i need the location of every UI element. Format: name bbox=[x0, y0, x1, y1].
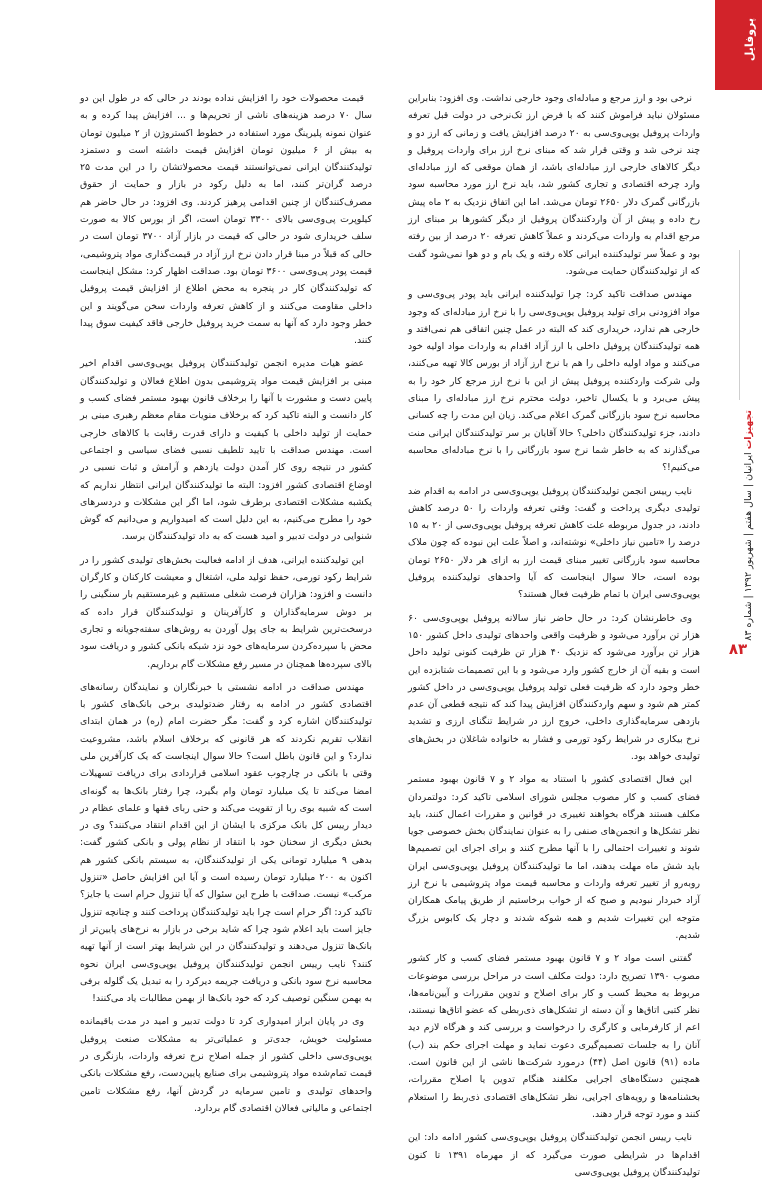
paragraph: وی در پایان ابراز امیدواری کرد تا دولت تدبیر و امید در مدت باقیمانده مسئولیت خویش، جدی‌تر و عملیاتی‌تر به مشکلات صنعت پروفیل یوپی‌وی‌سی داخلی کشور از جمله اصلاح نرخ تعرفه واردات، بازنگری در قیمت تمام‌شده مواد پتروشیمی برای صنایع پایین‌دست، رفع مشکلات بانکی واحدهای تولیدی و تامین سرمایه در گردش آنها، رفع مشکلات تامین اجتماعی و مالیاتی فعالان اقتصادی گام بردارد. bbox=[80, 1016, 372, 1114]
paragraph: وی خاطرنشان کرد: در حال حاضر نیاز سالانه پروفیل یوپی‌وی‌سی ۶۰ هزار تن برآورد می‌شود و ظرفیت واقعی واحدهای تولیدی داخل کشور ۱۵۰ هزار تن برآورد می‌شود که نزدیک ۴۰ هزار تن ظرفیت کنونی تولید داخل است و بقیه آن از خارج کشور وارد می‌شود و با این تصمیمات شتابزده این خطر وجود دارد که ظرفیت فعلی تولید پروفیل یوپی‌وی‌سی در داخل کشور کمتر هم شود و سهم واردکنندگان افزایش پیدا کند که نتیجه قطعی آن عدم بازدهی سرمایه‌گذاری داخلی، خروج ارز در شرایط تنگنای ارزی و تشدید نرخ بیکاری در شرایط رکود تورمی و فشار به خانواده شاغلان در بخش‌های تولیدی خواهد بود. bbox=[408, 612, 700, 762]
paragraph: قیمت محصولات خود را افزایش نداده بودند در حالی که در طول این دو سال ۷۰ درصد هزینه‌های ناشی از تحریم‌ها و ... افزایش پیدا کرده و به عنوان نمونه پلیرینگ مورد استفاده در خطوط اکستروژن از ۲ میلیون تومان به بیش از ۶ میلیون تومان افزایش قیمت داشته است و دستمزد تولیدکنندگان ایرانی نمی‌توانستند قیمت محصولاتشان را در این مدت ۲۵ درصد گران‌تر کنند، اما به دلیل رکود در بازار و حمایت از حقوق مصرف‌کنندگان از چنین اقدامی پرهیز کردند. وی افزود: در حال حاضر هم کیلوپرت پی‌وی‌سی بالای ۳۳۰۰ تومان است، اگر از بورس کالا به صورت سلف خریداری شود در حالی که قیمت در بازار آزاد ۳۷۰۰ تومان است در حالی که قبلاً در مبنا قرار دادن نرخ ارز آزاد در قیمت‌گذاری مواد پتروشیمی، قیمت پودر پی‌وی‌سی ۳۶۰۰ تومان بود. صداقت اظهار کرد: مشکل اینجاست که تولیدکنندگان کار در پنجره به محض اطلاع از افزایش قیمت پروفیل داخلی مقاومت می‌کنند و از کاهش تعرفه واردات سخن می‌گویند و این خطر وجود دارد که آنها به سمت خرید پروفیل خارجی فاقد کیفیت سوق پیدا کنند. bbox=[80, 93, 373, 347]
paragraph: نرخی بود و ارز مرجع و مبادله‌ای وجود خارجی نداشت. وی افزود: بنابراین مسئولان نباید فراموش کنند که با فرض ارز تک‌نرخی در دولت قبل تعرفه واردات پروفیل یوپی‌وی‌سی به ۲۰ درصد افزایش یافت و زمانی که ارز دو و چند نرخی شد و وقتی قرار شد که مبنای نرخ ارز برای واردات پروفیل و دیگر کالاهای خارجی ارز مبادله‌ای باشد، از همان موقعی که ارز مبادله‌ای وارد چرخه اقتصادی و تجاری کشور شد، باید نرخ ارز مورد محاسبه سود بازرگانی گمرک دلار ۲۶۵۰ تومان می‌شد. اما این اتفاق نزدیک به ۲ ماه پیش رخ داده و پیش از آن وارد‌کنندگان پروفیل از دیگر کشورها بر مبنای ارز مرجع اقدام به واردات می‌کردند و عملاً کاهش تعرفه ۲۰ درصد از بین رفته بود و عملاً سر تولیدکننده ایرانی کلاه رفته و یک بام و دو هوا نمی‌شود گفت که از تولیدکنندگان حمایت می‌شود. bbox=[408, 93, 701, 277]
paragraph: نایب رییس انجمن تولیدکنندگان پروفیل یوپی‌وی‌سی در ادامه به اقدام ضد تولیدی دیگری پرداخت و گفت: وقتی تعرفه واردات را ۵۰ درصد کاهش دادند، در جدول مربوطه علت کاهش تعرفه پروفیل یوپی‌وی‌سی از ۲۰ به ۱۵ درصد را «تامین نیاز داخلی» نوشته‌اند، و اصلاً علت این نبوده که چون ملاک محاسبه سود بازرگانی تغییر مبنای قیمت ارز به ازای هر دلار ۲۶۵۰ تومان بوده است، حالا سوال اینجاست که آیا واحدهای تولیدکننده پروفیل یوپی‌وی‌سی ایران با تمام ظرفیت فعال هستند؟ bbox=[408, 485, 700, 601]
side-divider bbox=[739, 250, 740, 400]
paragraph: مهندس صداقت تاکید کرد: چرا تولیدکننده ایرانی باید پودر پی‌وی‌سی و مواد افزودنی برای تولید پروفیل یوپی‌وی‌سی را با نرخ ارز مبادله‌ای که وجود خارجی هم ندارد، خریداری کند که البته در عمل چنین اتفاقی هم نمی‌افتد و همه تولیدکنندگان پروفیل داخلی با ارز آزاد اقدام به واردات مواد اولیه خود می‌کنند و مواد اولیه داخلی را هم با نرخ ارز آزاد از بورس کالا تهیه می‌کنند، ولی شرکت واردکننده پروفیل پیش از این با نرخ ارز مرجع کار خود را به پیش می‌برد و با یکسال تاخیر، دولت محترم نرخ ارز مبادله‌ای را مبنای محاسبه نرخ سود بازرگانی گمرک اعلام می‌کند. زیان این مدت را چه کسانی دادند، جزء تولیدکنندگان داخلی؟ حالا آقایان بر سر تولیدکنندگان ایرانی منت می‌گذارند که به خاطر شما نرخ سود بازرگانی را با نرخ مبادله‌ای محاسبه می‌کنیم!؟ bbox=[408, 289, 700, 474]
journal-brand: تجهیزات bbox=[743, 410, 754, 450]
page-number: ۸۳ bbox=[728, 640, 748, 658]
article-column-left bbox=[80, 90, 373, 1114]
section-label: پروفایل bbox=[743, 18, 756, 62]
paragraph: این فعال اقتصادی کشور با استناد به مواد ۲ و ۷ قانون بهبود مستمر فضای کسب و کار مصوب مجلس شورای اسلامی تاکید کرد: دولتمردان مکلف هستند هرگاه بخواهند تغییری در قوانین و مقررات اعمال کنند، باید نظر تشکل‌ها و انجمن‌های صنفی را به عنوان نمایندگان بخش خصوصی جویا شوند و تغییرات احتمالی را با آنها مطرح کنند و برای اجرای این تصمیم‌ها باید شش ماه مهلت بدهند، اما ما تولیدکنندگان پروفیل یوپی‌وی‌سی ایران روبه‌رو از تغییر تعرفه واردات و محاسبه قیمت مواد پتروشیمی با نرخ ارز آزاد خبردار نبودیم و صبح که از خواب برخاستیم از طریق پیامک همکاران متوجه این تغییرات شدیم و همه شوکه شدند و دچار یک کابوس بزرگ شدیم. bbox=[408, 774, 700, 941]
article-column-right bbox=[408, 90, 701, 1178]
section-tab[interactable] bbox=[715, 0, 762, 90]
paragraph: این تولیدکننده ایرانی، هدف از ادامه فعالیت بخش‌های تولیدی کشور را در شرایط رکود تورمی، حفظ تولید ملی، اشتغال و معیشت کارکنان و کارگران دانست و افزود: هزاران فرصت شغلی مستقیم و غیرمستقیم بار سنگینی را بر دوش سرمایه‌گذاران و کارآفرینان و تولیدکنندگان قرار داده که درسخت‌ترین شرایط به جای پول آوردن به روش‌های سفته‌جویانه و تجاری محض با سپرده‌کردن سرمایه‌های خود نزد شبکه بانکی کشور و دریافت سود بالای سپرده‌ها همچنان در مسیر رفع مشکلات گام برداریم. bbox=[80, 554, 372, 670]
paragraph: نایب رییس انجمن تولیدکنندگان پروفیل یوپی‌وی‌سی کشور ادامه داد: این اقدام‌ها در شرایطی صورت می‌گیرد که از مهرماه ۱۳۹۱ تا کنون تولیدکنندگان پروفیل یوپی‌وی‌سی bbox=[408, 1132, 700, 1178]
paragraph: مهندس صداقت در ادامه نشستی با خبرنگاران و نمایندگان رسانه‌های اقتصادی کشور در ادامه به رفتار ضدتولیدی برخی بانک‌های کشور با تولیدکنندگان اشاره کرد و گفت: مگر حضرت امام (ره) در همان ابتدای انقلاب تقریم نکردند که هر قانونی که برخلاف اسلام باشد، مشروعیت ندارد؟ و این قانون باطل است؟ حالا سوال اینجاست که یک کارآفرین ملی وقتی با بانکی در چارچوب عقود اسلامی قراردادی برای دریافت تسهیلات امضا می‌کند تا یک میلیارد تومان وام بگیرد، چرا رفتار بانک‌ها به گونه‌ای است که شبیه بوی ربا از تقویت می‌کند و حتی ربای فقها و علمای عظام در دیدار رییس کل بانک مرکزی با ایشان از این اقدام انتقاد می‌کنند؟ وی در بخش دیگری از سخنان خود با انتقاد از نظام پولی و بانکی کشور گفت: بدهی ۹ میلیارد تومانی یکی از تولیدکنندگان، به سیستم بانکی کشور هم اکنون به ۲۰۰ میلیارد تومان رسیده است و آیا این افزایش حاصل «تنزول مرکب» نیست. صداقت با طرح این سئوال که آیا تنزول حرام است یا جایز؟ تاکید کرد: اگر حرام است چرا باید تولیدکنندگان پرداخت کنند و چنانچه تنزول جایز است باید اعلام شود چرا که شاید برخی در بازار به نرخ‌های پایین‌تر از بانک‌ها تنزول می‌دهند و تولیدکنندگان در این شرایط بهتر است از آنها تهیه کنند؟ نایب رییس انجمن تولیدکنندگان پروفیل یوپی‌وی‌سی ایران نحوه محاسبه نرخ سود بانکی و دریافت جریمه دیرکرد را به تبدیل یک گلوله برفی به بهمن سنگین توصیف کرد که خود بانک‌ها از بهمن مطالبات یاد می‌کنند! bbox=[80, 681, 372, 1005]
journal-issue-line bbox=[743, 410, 754, 641]
side-bar bbox=[715, 0, 762, 1045]
article-body bbox=[80, 90, 701, 1178]
paragraph: عضو هیات مدیره انجمن تولیدکنندگان پروفیل یوپی‌وی‌سی اقدام اخیر مبنی بر افزایش قیمت مواد پتروشیمی بدون اطلاع فعالان و تولیدکنندگان پایین دست و مشورت با آنها را برخلاف قانون بهبود مستمر فضای کسب و کار دانست و البته تاکید کرد که برخلاف منویات مقام معظم رهبری مبنی بر حمایت از تولید داخلی با کیفیت و دارای قدرت رقابت با کالاهای خارجی است. مهندس صداقت با تایید تلطیف نسبی فضای سیاسی و اجتماعی کشور در نتیجه روی کار آمدن دولت یازدهم و آرامش و ثبات نسبی در اوضاع اقتصادی کشور افزود: البته ما تولیدکنندگان ایرانی انتظار نداریم که یکشبه مشکلات اقتصادی برطرف شود، اما اگر این مشکلات و دردسرهای خود را مطرح می‌کنیم، به این دلیل است که امیدواریم و می‌دانیم که گوش شنوایی در دولت تدبیر و امید هست که به داد تولیدکنندگان برسد. bbox=[80, 358, 372, 543]
issue-details: ایرانیان | سال هفتم | شهریور ۱۳۹۲ | شماره ۸۳ bbox=[743, 452, 754, 641]
paragraph: گفتنی است مواد ۲ و ۷ قانون بهبود مستمر فضای کسب و کار کشور مصوب ۱۳۹۰ تصریح دارد: دولت مکلف است در مراحل بررسی موضوعات مربوط به محیط کسب و کار برای اصلاح و تدوین مقررات و آیین‌نامه‌ها، نظر کتبی اتاق‌ها و آن دسته از تشکل‌های ذی‌ربطی که عضو اتاق‌ها نیستند، اعم از کارفرمایی و کارگری را درخواست و بررسی کند و هرگاه لازم دید آنان را به جلسات تصمیم‌گیری دعوت نماید و مهلت اجرای حکم بند (ب) ماده (۹۱) قانون اصل (۴۴) درمورد شرکت‌ها ناشی از این قانون است. همچنین دستگاه‌های اجرایی مکلفند هنگام تدوین یا اصلاح مقررات، بخشنامه‌ها و رویه‌های اجرایی، نظر تشکل‌های اقتصادی ذی‌ربط را استعلام کنند و مورد توجه قرار دهند. bbox=[408, 953, 700, 1120]
